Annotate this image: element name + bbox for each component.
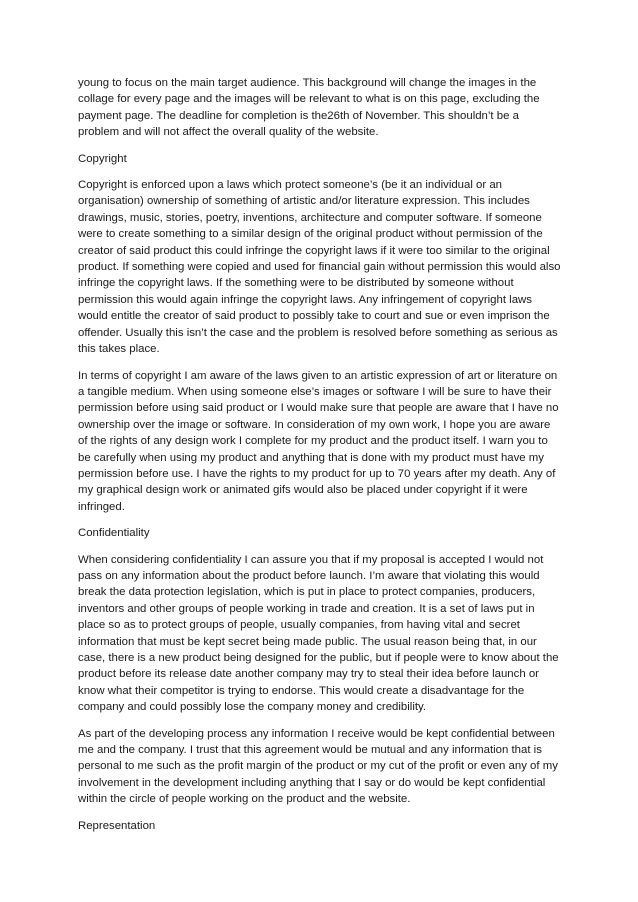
heading-copyright: Copyright	[78, 152, 127, 165]
paragraph-confidentiality-legislation: When considering confidentiality I can assure you that if my proposal is accepted I would not pass on any information about the product before launch. I’m aware that violating this would break the data protection legislation, which is put in place to protect companies, producers, inventors and other groups of people working in trade and creation. It is a set of laws put in place so as to protect groups of people, usually companies, from having vital and secret information that must be kept secret being made public. The usual reason being that, in our case, there is a new product being designed for the public, but if people were to know about the product before its release date another company may try to steal their idea before launch or know what their competitor is trying to endorse. This would create a disadvantage for the company and could possibly lose the company money and credibility.	[78, 553, 559, 714]
heading-representation: Representation	[78, 819, 156, 832]
paragraph-copyright-definition: Copyright is enforced upon a laws which protect someone’s (be it an individual or an organisation) ownership of something of artistic and/or literature expression. This includes drawings, music, stories, poetry, inventions, architecture and computer software. If someone were to create something to a similar design of the original product without permission of the creator of said product this could infringe the copyright laws if it were too similar to the original product. If something were copied and used for financial gain without permission this would also infringe the copyright laws. If the something were to be distributed by someone without permission this would again infringe the copyright laws. Any infringement of copyright laws would entitle the creator of said product to possibly take to court and sue or even imprison the offender. Usually this isn’t the case and the problem is resolved before something as serious as this takes place.	[78, 179, 561, 356]
paragraph-confidentiality-process: As part of the developing process any information I receive would be kept confidential between me and the company. I trust that this agreement would be mutual and any information that is personal to me such as the profit margin of the product or my cut of the profit or even any of my involvement in the development including anything that I say or do would be kept confidential within the circle of people working on the product and the website.	[78, 727, 558, 806]
heading-confidentiality: Confidentiality	[78, 527, 150, 540]
paragraph-copyright-terms: In terms of copyright I am aware of the laws given to an artistic expression of art or literature on a tangible medium. When using someone else’s images or software I will be sure to have their permission before using said product or I would make sure that people are aware that I have no ownership over the image or software. In consideration of my own work, I hope you are aware of the rights of any design work I complete for my product and the product itself. I warn you to be carefully when using my product and anything that is done with my product must have my permission before use. I have the rights to my product for up to 70 years after my death. Any of my graphical design work or animated gifs would also be placed under copyright if it were infringed.	[78, 369, 559, 513]
paragraph-intro-continued: young to focus on the main target audience. This background will change the images in the collage for every page and the images will be relevant to what is on this page, excluding the payment page. The deadline for completion is the26th of November. This shouldn’t be a problem and will not affect the overall quality of the website.	[78, 77, 540, 139]
